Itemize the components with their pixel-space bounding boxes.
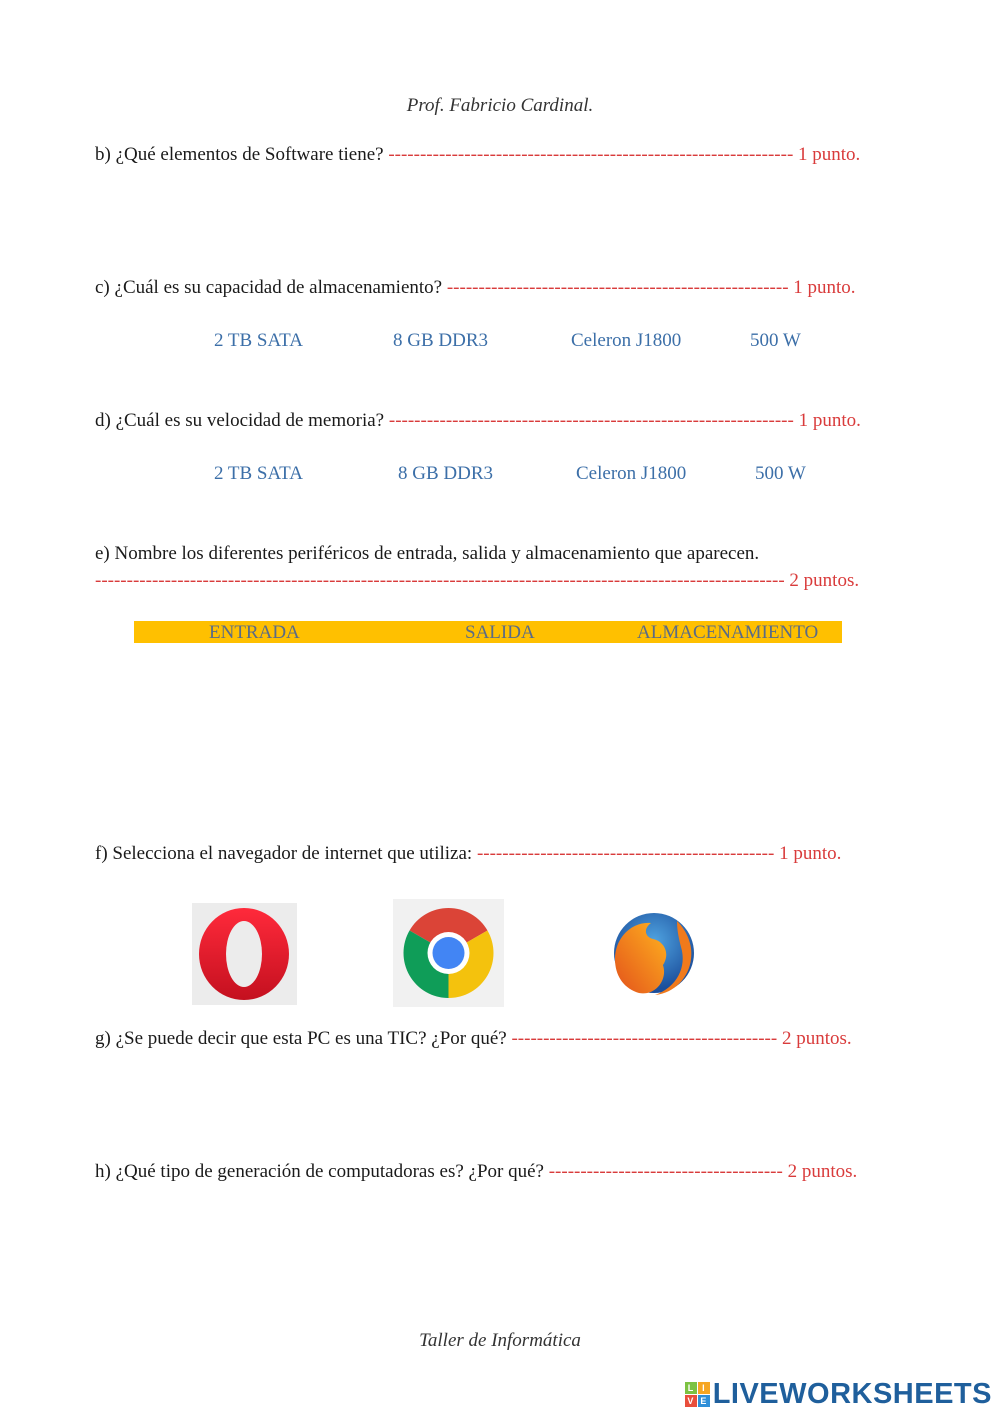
category-salida[interactable]: SALIDA (465, 622, 535, 643)
question-c (95, 277, 856, 299)
question-b-text: b) ¿Qué elementos de Software tiene? (95, 144, 389, 165)
firefox-icon (605, 907, 700, 1002)
option-c-cpu[interactable]: Celeron J1800 (571, 330, 682, 351)
option-d-cpu[interactable]: Celeron J1800 (576, 463, 687, 484)
chrome-icon (393, 899, 504, 1007)
question-f-dashes: ----------------------------------------------- (476, 843, 775, 864)
chrome-option[interactable] (393, 899, 504, 1007)
option-d-psu[interactable]: 500 W (755, 463, 806, 484)
question-c-dashes: ------------------------------------------------------ (446, 277, 789, 298)
question-g-points: 2 puntos. (777, 1028, 852, 1049)
question-g (95, 1028, 852, 1050)
question-g-text: g) ¿Se puede decir que esta PC es una TIC? ¿Por qué? (95, 1028, 512, 1049)
category-banner (134, 621, 842, 643)
question-c-points: 1 punto. (788, 277, 856, 298)
option-d-ram[interactable]: 8 GB DDR3 (398, 463, 494, 484)
question-e-points: 2 puntos. (784, 570, 860, 591)
question-c-text: c) ¿Cuál es su capacidad de almacenamiento? (95, 277, 447, 298)
question-d-text: d) ¿Cuál es su velocidad de memoria? (95, 410, 389, 431)
question-e-text: e) Nombre los diferentes periféricos de entrada, salida y almacenamiento que aparecen. (95, 543, 760, 564)
liveworksheets-text: LIVEWORKSHEETS (712, 1378, 992, 1410)
firefox-option[interactable] (605, 907, 700, 1002)
page-header-author: Prof. Fabricio Cardinal. (406, 95, 594, 116)
question-e-line (95, 570, 859, 592)
question-h-dashes: ------------------------------------- (548, 1161, 783, 1182)
question-b-dashes: ---------------------------------------------------------------- (388, 144, 794, 165)
question-f-points: 1 punto. (774, 843, 842, 864)
question-d-dashes: ---------------------------------------------------------------- (388, 410, 794, 431)
question-d (95, 410, 861, 432)
option-c-storage[interactable]: 2 TB SATA (214, 330, 303, 351)
liveworksheets-watermark (685, 1378, 992, 1411)
question-f (95, 843, 841, 865)
question-h-text: h) ¿Qué tipo de generación de computadoras es? ¿Por qué? (95, 1161, 549, 1182)
option-c-ram[interactable]: 8 GB DDR3 (393, 330, 489, 351)
question-h (95, 1161, 857, 1183)
category-entrada[interactable]: ENTRADA (209, 622, 300, 643)
question-h-points: 2 puntos. (782, 1161, 858, 1182)
question-g-dashes: ------------------------------------------ (511, 1028, 778, 1049)
question-e-dashes: ------------------------------------------------------------------------------------------------------------- (95, 570, 785, 591)
page-footer-title: Taller de Informática (419, 1330, 581, 1351)
question-d-points: 1 punto. (793, 410, 861, 431)
option-c-psu[interactable]: 500 W (750, 330, 801, 351)
question-b-points: 1 punto. (793, 144, 861, 165)
opera-icon (192, 903, 297, 1005)
liveworksheets-logo-icon: L I V E (685, 1382, 711, 1408)
question-b (95, 144, 860, 166)
opera-option[interactable] (192, 903, 297, 1005)
option-d-storage[interactable]: 2 TB SATA (214, 463, 303, 484)
category-almacenamiento[interactable]: ALMACENAMIENTO (637, 622, 819, 643)
question-f-text: f) Selecciona el navegador de internet que utiliza: (95, 843, 477, 864)
